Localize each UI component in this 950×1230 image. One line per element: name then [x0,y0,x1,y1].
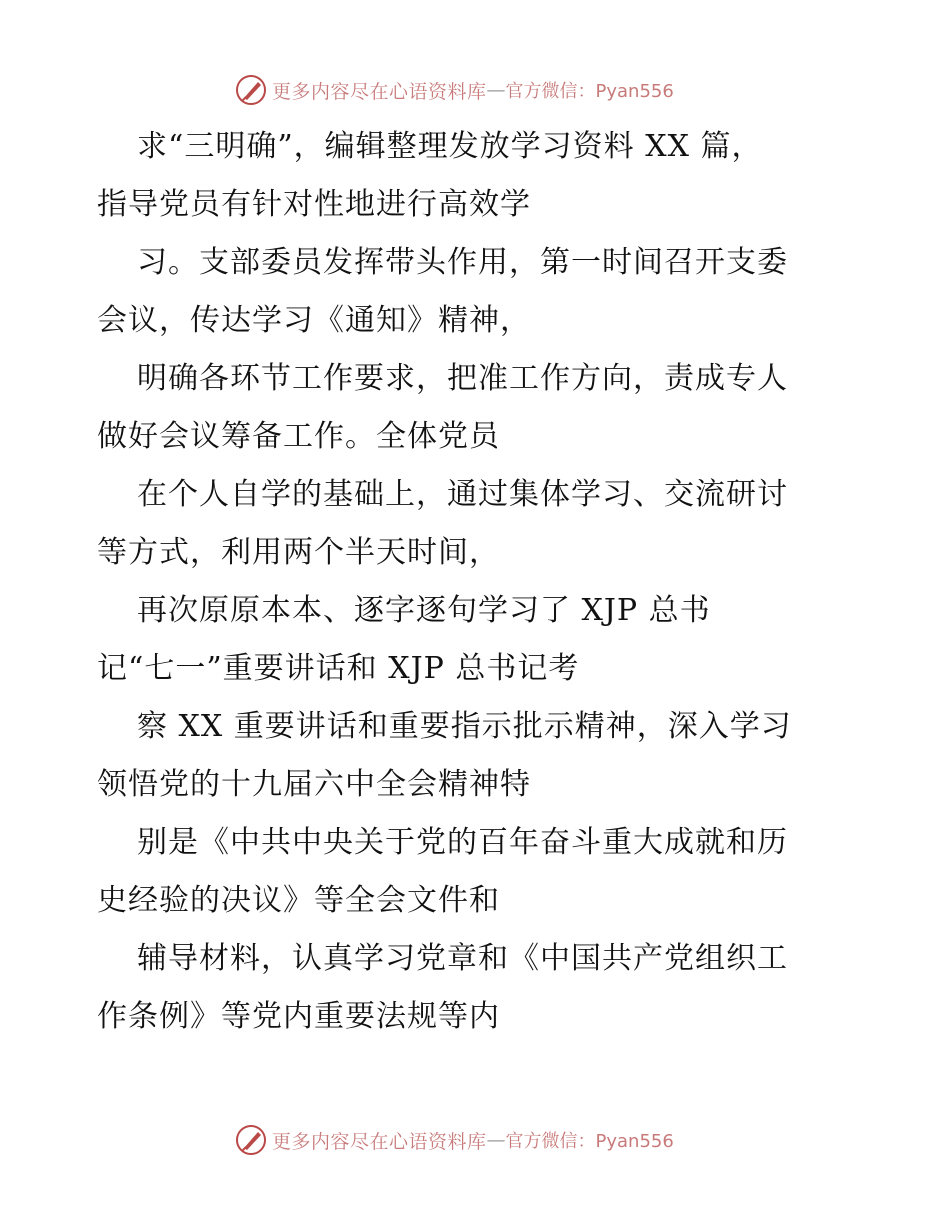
footer-banner [234,1122,674,1158]
body-line: 明确各环节工作要求，把准工作方向，责成专人 [137,361,788,396]
footer-site-text: 更多内容尽在心语资料库 [272,1130,487,1153]
body-line: 记“七一”重要讲话和 XJP 总书记考 [97,651,580,686]
body-line: 领悟党的十九届六中全会精神特 [97,767,531,802]
body-line: 等方式，利用两个半天时间， [97,535,500,570]
document-body [97,118,887,1046]
quill-logo-icon [234,1123,268,1157]
body-line: 习。支部委员发挥带头作用，第一时间召开支委 [137,245,788,280]
body-line: 史经验的决议》等全会文件和 [97,883,500,918]
body-line: 辅导材料，认真学习党章和《中国共产党组织工 [137,941,788,976]
body-line: 在个人自学的基础上，通过集体学习、交流研讨 [137,477,788,512]
body-line: 做好会议筹备工作。全体党员 [97,419,500,454]
footer-contact-text: 官方微信：Pyan556 [505,1131,674,1152]
body-line: 指导党员有针对性地进行高效学 [97,187,531,222]
body-line: 会议，传达学习《通知》精神， [97,303,531,338]
header-contact-text: 官方微信：Pyan556 [505,81,674,102]
body-line: 求“三明确”，编辑整理发放学习资料 XX 篇， [137,129,763,164]
header-banner [234,72,674,108]
header-site-text: 更多内容尽在心语资料库 [272,80,487,103]
body-line: 再次原原本本、逐字逐句学习了 XJP 总书 [137,593,711,628]
body-line: 察 XX 重要讲话和重要指示批示精神，深入学习 [137,709,792,744]
body-line: 作条例》等党内重要法规等内 [97,999,500,1034]
body-line: 别是《中共中央关于党的百年奋斗重大成就和历 [137,825,788,860]
quill-logo-icon [234,73,268,107]
footer-separator: — [486,1129,506,1151]
header-separator: — [486,79,506,101]
